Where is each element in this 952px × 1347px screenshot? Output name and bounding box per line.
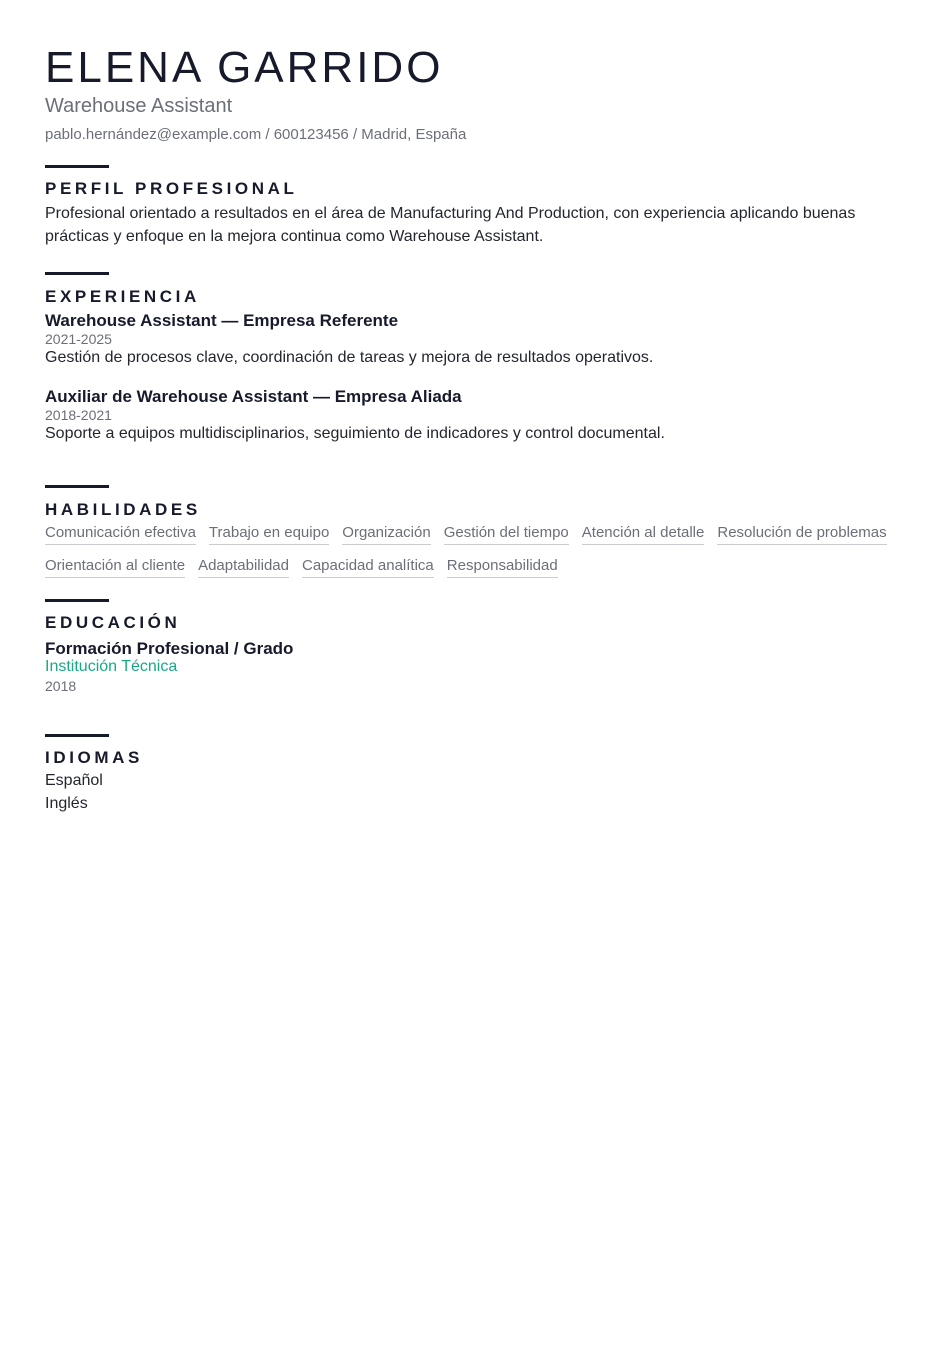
job-description: Gestión de procesos clave, coordinación de tareas y mejora de resultados operativos. <box>45 349 654 366</box>
job-title: Auxiliar de Warehouse Assistant — Empresa Aliada <box>45 387 462 406</box>
section-title-education: EDUCACIÓN <box>45 613 181 632</box>
section-divider <box>45 485 109 488</box>
skill-tag: Orientación al cliente <box>45 556 185 578</box>
skill-tag: Responsabilidad <box>447 556 558 578</box>
job-dates: 2021-2025 <box>45 331 112 347</box>
skill-tag: Organización <box>342 523 430 545</box>
skill-tag: Resolución de problemas <box>717 523 886 545</box>
language-item: Inglés <box>45 795 88 812</box>
section-title-experience: EXPERIENCIA <box>45 287 200 306</box>
section-title-languages: IDIOMAS <box>45 748 143 767</box>
education-degree: Formación Profesional / Grado <box>45 639 294 658</box>
skills-row <box>45 523 915 556</box>
candidate-name: ELENA GARRIDO <box>45 43 444 92</box>
section-title-skills: HABILIDADES <box>45 500 201 519</box>
section-divider <box>45 165 109 168</box>
contact-line: pablo.hernández@example.com / 600123456 / Madrid, España <box>45 126 467 143</box>
language-item: Español <box>45 772 103 789</box>
section-divider <box>45 272 109 275</box>
skill-tag: Comunicación efectiva <box>45 523 196 545</box>
skill-tag: Trabajo en equipo <box>209 523 329 545</box>
skills-list <box>45 523 915 589</box>
profile-summary: Profesional orientado a resultados en el área de Manufacturing And Production, con experiencia aplicando buenas prácticas y enfoque en la mejora continua como Warehouse Assistant. <box>45 205 856 245</box>
skills-row <box>45 556 915 589</box>
skill-tag: Capacidad analítica <box>302 556 434 578</box>
section-divider <box>45 734 109 737</box>
job-dates: 2018-2021 <box>45 407 112 423</box>
job-title: Warehouse Assistant — Empresa Referente <box>45 311 399 330</box>
job-description: Soporte a equipos multidisciplinarios, seguimiento de indicadores y control documental. <box>45 425 665 442</box>
education-institution: Institución Técnica <box>45 658 178 675</box>
skill-tag: Atención al detalle <box>582 523 705 545</box>
skill-tag: Gestión del tiempo <box>444 523 569 545</box>
candidate-role: Warehouse Assistant <box>45 95 233 117</box>
skill-tag: Adaptabilidad <box>198 556 289 578</box>
section-divider <box>45 599 109 602</box>
section-title-profile: PERFIL PROFESIONAL <box>45 179 298 198</box>
education-year: 2018 <box>45 678 77 694</box>
